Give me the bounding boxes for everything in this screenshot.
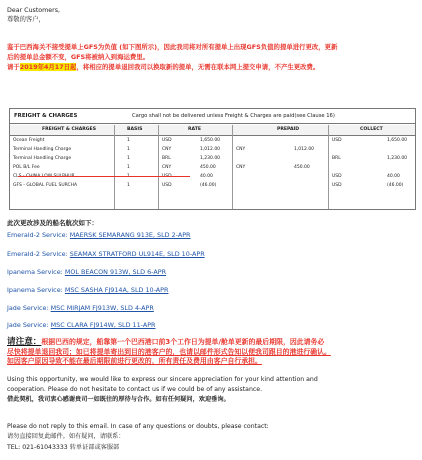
- caption-left: FREIGHT & CHARGES: [14, 113, 78, 119]
- header-freight: FREIGHT & CHARGES: [42, 127, 97, 132]
- table-header: [10, 125, 415, 136]
- closing-en-1: Using this opportunity, we would like to express our sincere appreciation for your kind attention and: [7, 376, 318, 383]
- notice-lead: 请注意：: [7, 337, 42, 347]
- intro-line-2: 后的提单总金额不变，GFS将被纳入到海运费里。: [7, 53, 150, 61]
- greeting-en: Dear Customers,: [7, 7, 61, 14]
- notice-paragraph: 请注意：根据巴西的规定，船靠第一个巴西港口前3个工作日为提单/舱单更新的最后期限，因此请务必 尽快将提单退回我司；如已将提单寄出到目的港客户的，也请以邮件形式告知以便我司跟目的港进行确认。 如因客户原因导致不能在最后期限前进行更改的，所有责任及费用由客户自行承担。: [7, 337, 331, 366]
- service-line: Emerald-2 Service: SEAMAX STRATFORD UL914E, SLD 10-APR: [7, 250, 205, 258]
- footer-cn: 请勿直接回复此邮件。如有疑问，请联系：: [7, 433, 125, 440]
- closing-en-2: cooperation. Please do not hesitate to contact us if we could be of any assistance.: [7, 386, 263, 393]
- service-line: Jade Service: MSC CLARA FJ914W, SLD 11-APR: [7, 321, 156, 329]
- closing-cn: 借此契机，我司衷心感谢贵司一如既往的厚待与合作。如有任何疑问，欢迎垂询。: [7, 396, 230, 403]
- header-rate: RATE: [188, 127, 202, 132]
- table-row: Terminal Handling Charge 1 BRL 1,230.00 BRL 1,230.00: [13, 156, 408, 161]
- table-caption: [10, 109, 415, 124]
- service-line: Jade Service: MSC MIRJAM FJ913W, SLD 4-APR: [7, 304, 154, 312]
- effective-date: 2019年4月17日起: [19, 63, 77, 71]
- table-row: Terminal Handling Charge 1 CNY 1,012.00 CNY 1,012.00: [13, 147, 315, 152]
- table-row: Ocean Freight 1 USD 1,650.00 USD 1,650.00: [13, 138, 408, 143]
- caption-right: Cargo shall not be delivered unless Freight & Charges are paid(see Clause 16): [132, 113, 335, 119]
- table-row: CLS - CHINA LOW SULPHUR 1 USD 40.00 USD 40.00: [13, 174, 400, 179]
- footer-tel: TEL: 021-61043333 转单证部或客服部: [7, 444, 120, 451]
- greeting-cn: 尊敬的客户，: [7, 16, 45, 23]
- intro-line-1: 鉴于巴西海关不接受提单上GFS为负值 (如下图所示)，因此我司将对所有提单上出现GFS负值的提单进行更改，更新: [7, 43, 338, 51]
- service-line: Ipanema Service: MSC SASHA FJ914A, SLD 10-APR: [7, 286, 169, 294]
- intro-line-3: 请于2019年4月17日起，将相应的提单退回我司以换取新的提单，无需在联本网上提交申请，不产生更改费。: [7, 63, 320, 71]
- footer-en: Please do not reply to this email. In case of any questions or doubts, please contact:: [7, 423, 269, 430]
- vessels-title: 此次更改涉及的船名航次如下：: [7, 219, 98, 227]
- header-basis: BASIS: [127, 127, 143, 132]
- gfs-underline-mark: [18, 176, 190, 177]
- table-row: POL B/L Fee 1 CNY 450.00 CNY 450.00: [13, 165, 310, 170]
- header-prepaid: PREPAID: [277, 127, 300, 132]
- service-line: Ipanema Service: MOL BEACON 913W, SLD 6-APR: [7, 268, 167, 276]
- header-collect: COLLECT: [360, 127, 383, 132]
- service-line: Emerald-2 Service: MAERSK SEMARANG 913E, SLD 2-APR: [7, 231, 191, 239]
- freight-charges-table: [9, 108, 416, 210]
- table-row: GFS - GLOBAL FUEL SURCHA 1 USD (46.00) USD (46.00): [13, 183, 404, 188]
